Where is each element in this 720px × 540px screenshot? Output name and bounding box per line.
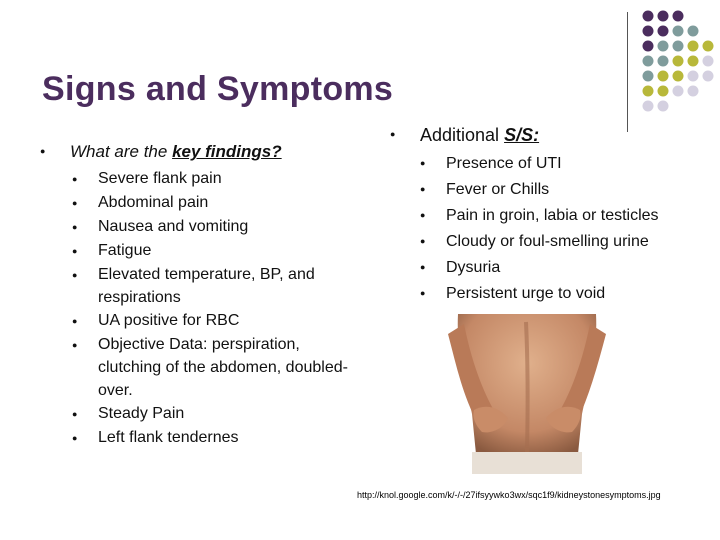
right-heading-prefix: Additional (420, 125, 505, 145)
bullet-icon: ● (72, 409, 78, 419)
bullet-icon: ● (72, 174, 78, 184)
image-source-caption: http://knol.google.com/k/-/-/27ifsyywko3wx/sqc1f9/kidneystonesymptoms.jpg (357, 490, 661, 500)
left-heading-key: key findings? (172, 142, 282, 161)
key-findings-list (72, 167, 362, 450)
bullet-icon: ● (420, 158, 426, 168)
list-item (72, 402, 362, 426)
list-item (420, 177, 710, 203)
bullet-icon: ● (420, 184, 426, 194)
list-item (72, 333, 362, 402)
waistband (472, 452, 582, 474)
list-item (72, 239, 362, 263)
bullet-icon: ● (40, 146, 46, 156)
list-item-text: Presence of UTI (446, 155, 562, 172)
right-heading-key: S/S: (504, 125, 540, 145)
bullet-icon: ● (420, 236, 426, 246)
list-item-text: Cloudy or foul-smelling urine (446, 233, 649, 250)
decorative-dot-grid (640, 10, 716, 120)
list-item-text: Abdominal pain (98, 194, 209, 211)
list-item (420, 255, 710, 281)
list-item-text: Left flank tendernes (98, 429, 239, 446)
left-heading-prefix: What are the (70, 142, 173, 161)
bullet-icon: ● (420, 288, 426, 298)
list-item (72, 215, 362, 239)
decorative-vertical-rule (627, 12, 628, 132)
list-item (420, 151, 710, 177)
list-item-text: Steady Pain (98, 405, 185, 422)
dot-row-4 (643, 56, 714, 67)
bullet-icon: ● (72, 222, 78, 232)
list-item-text: UA positive for RBC (98, 312, 240, 329)
list-item-text: Nausea and vomiting (98, 218, 249, 235)
list-item (420, 203, 710, 229)
list-item-text: Persistent urge to void (446, 285, 606, 302)
list-item-text: Elevated temperature, BP, and respirations (98, 266, 315, 306)
right-heading (390, 125, 539, 145)
list-item-text: Objective Data: perspiration, clutching of the abdomen, doubled-over. (98, 336, 348, 399)
dot-row-7 (643, 101, 669, 112)
dot-row-3 (643, 41, 714, 52)
dot-row-5 (643, 71, 714, 82)
bullet-icon: ● (72, 198, 78, 208)
list-item (72, 191, 362, 215)
list-item-text: Dysuria (446, 259, 501, 276)
bullet-icon: ● (72, 433, 78, 443)
dot-row-6 (643, 86, 699, 97)
list-item (72, 426, 362, 450)
list-item-text: Fatigue (98, 242, 152, 259)
left-heading (40, 142, 282, 162)
bullet-icon: ● (72, 340, 78, 350)
list-item (72, 309, 362, 333)
dot-row-1 (643, 11, 684, 22)
spine-shadow (526, 322, 528, 452)
bullet-icon: ● (420, 210, 426, 220)
bullet-icon: ● (72, 246, 78, 256)
list-item (72, 263, 362, 309)
list-item (420, 281, 710, 307)
back-pain-photo (448, 314, 606, 474)
dot-row-2 (643, 26, 699, 37)
bullet-icon: ● (72, 270, 78, 280)
bullet-icon: ● (72, 316, 78, 326)
list-item-text: Fever or Chills (446, 181, 550, 198)
list-item-text: Pain in groin, labia or testicles (446, 207, 659, 224)
bullet-icon: ● (420, 262, 426, 272)
list-item-text: Severe flank pain (98, 170, 222, 187)
list-item (420, 229, 710, 255)
additional-ss-list (420, 151, 710, 307)
slide-title: Signs and Symptoms (42, 70, 394, 108)
list-item (72, 167, 362, 191)
bullet-icon: ● (390, 129, 396, 139)
